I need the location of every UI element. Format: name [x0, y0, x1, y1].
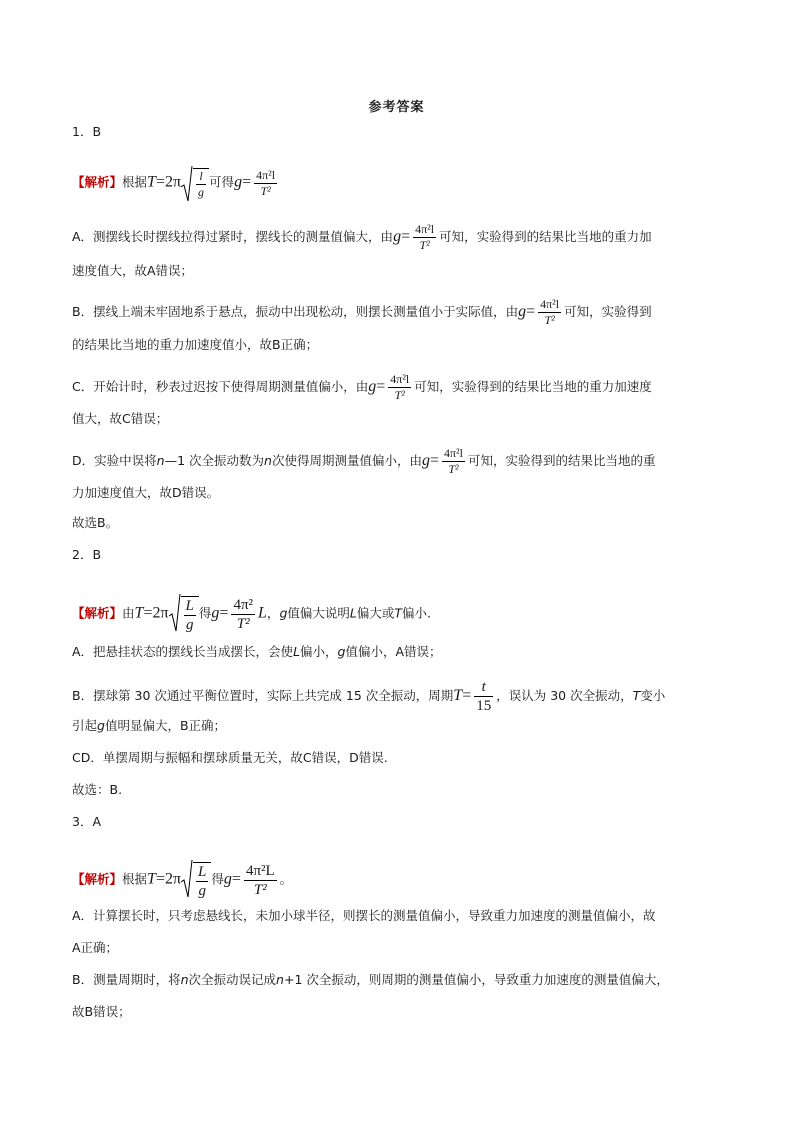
formula-fraction: $\frac{\text{4π²l}}{\text{T²}}$: [390, 372, 410, 402]
page-title: 参考答案: [368, 100, 425, 115]
q1-line-D2: 力加速度值大，故D错误。: [72, 485, 220, 500]
analysis-tag: 【解析】: [72, 605, 123, 621]
q2-line-B1: B．摆球第 30 次通过平衡位置时，实际上共完成 15 次全振动，周期T= $\frac{t}{15}$ ，误认为 30 次全振动，T变小: [72, 679, 666, 714]
q2-line-CD: CD．单摆周期与振幅和摆球质量无关，故C错误，D错误.: [72, 750, 388, 765]
formula-fraction: $\frac{t}{15}$: [476, 679, 492, 714]
q2-line-A: A．把悬挂状态的摆线长当成摆长，会使L偏小，g值偏小，A错误；: [72, 644, 442, 659]
q2-conclusion: 故选：B.: [72, 782, 123, 797]
q1-line-A2: 速度值大，故A错误；: [72, 263, 194, 278]
sqrt-L-over-g: $\frac{L}{g}$: [181, 860, 211, 900]
q2-analysis-intro: 【解析】由T=2π $\frac{L}{g}$ 得g= $\frac{\text{4π²}}{\text{T²}}$ L，g值偏大说明L偏大或T偏小.: [72, 594, 431, 634]
formula-fraction: $\frac{\text{4π²l}}{\text{T²}}$: [444, 446, 463, 476]
q3-analysis-intro: 【解析】根据T=2π $\frac{L}{g}$ 得g= $\frac{\text{4π²L}}{\text{T²}}$ 。: [72, 860, 292, 900]
q1-line-C2: 值大，故C错误；: [72, 411, 169, 426]
q1-line-A1: A．测摆线长时摆线拉得过紧时，摆线长的测量值偏大，由g= $\frac{\text{4π²l}}{\text{T²}}$ 可知，实验得到的结果比当地的重力加: [72, 222, 652, 252]
q3-line-B1: B．测量周期时，将n次全振动误记成n+1 次全振动，则周期的测量值偏小，导致重力加速度的测量值偏大，: [72, 972, 669, 987]
q3-line-A1: A．计算摆长时，只考虑悬线长，未加小球半径，则摆长的测量值偏小，导致重力加速度的测量值偏小，故: [72, 908, 656, 923]
q1-line-C1: C．开始计时，秒表过迟按下使得周期测量值偏小，由g= $\frac{\text{4π²l}}{\text{T²}}$ 可知，实验得到的结果比当地的重力加速度: [72, 372, 652, 402]
q2-answer: 2．B: [72, 547, 102, 562]
analysis-tag: 【解析】: [72, 174, 123, 190]
q1-answer: 1．B: [72, 124, 102, 139]
formula-fraction: $\frac{\text{4π²l}}{\text{T²}}$: [540, 297, 560, 327]
q3-line-A2: A正确；: [72, 940, 119, 955]
q1-line-B2: 的结果比当地的重力加速度值小，故B正确；: [72, 337, 319, 352]
q2-line-B2: 引起g值明显偏大，B正确；: [72, 718, 227, 733]
sqrt-L-over-g: $\frac{L}{g}$: [169, 594, 199, 634]
analysis-tag: 【解析】: [72, 871, 123, 887]
formula-fraction: $\frac{\text{4π²L}}{\text{T²}}$: [245, 862, 275, 898]
q3-line-B2: 故B错误；: [72, 1004, 131, 1019]
formula-fraction: $\frac{\text{4π²l}}{\text{T²}}$: [256, 167, 276, 198]
q1-analysis-intro: 【解析】根据T=2π $\frac{l}{g}$ 可得g= $\frac{\text{4π²l}}{\text{T²}}$: [72, 167, 276, 199]
q3-answer: 3．A: [72, 814, 102, 829]
sqrt-l-over-g: $\frac{l}{g}$: [181, 166, 209, 200]
q1-conclusion: 故选B。: [72, 515, 119, 530]
q1-line-D1: D．实验中误将n—1 次全振动数为n次使得周期测量值偏小，由g= $\frac{\text{4π²l}}{\text{T²}}$ 可知，实验得到的结果比当地的重: [72, 446, 656, 476]
q1-line-B1: B．摆线上端未牢固地系于悬点，振动中出现松动，则摆长测量值小于实际值，由g= $\frac{\text{4π²l}}{\text{T²}}$ 可知，实验得到: [72, 297, 652, 327]
formula-fraction: $\frac{\text{4π²l}}{\text{T²}}$: [415, 222, 435, 252]
formula-fraction: $\frac{\text{4π²}}{\text{T²}}$: [233, 596, 254, 632]
